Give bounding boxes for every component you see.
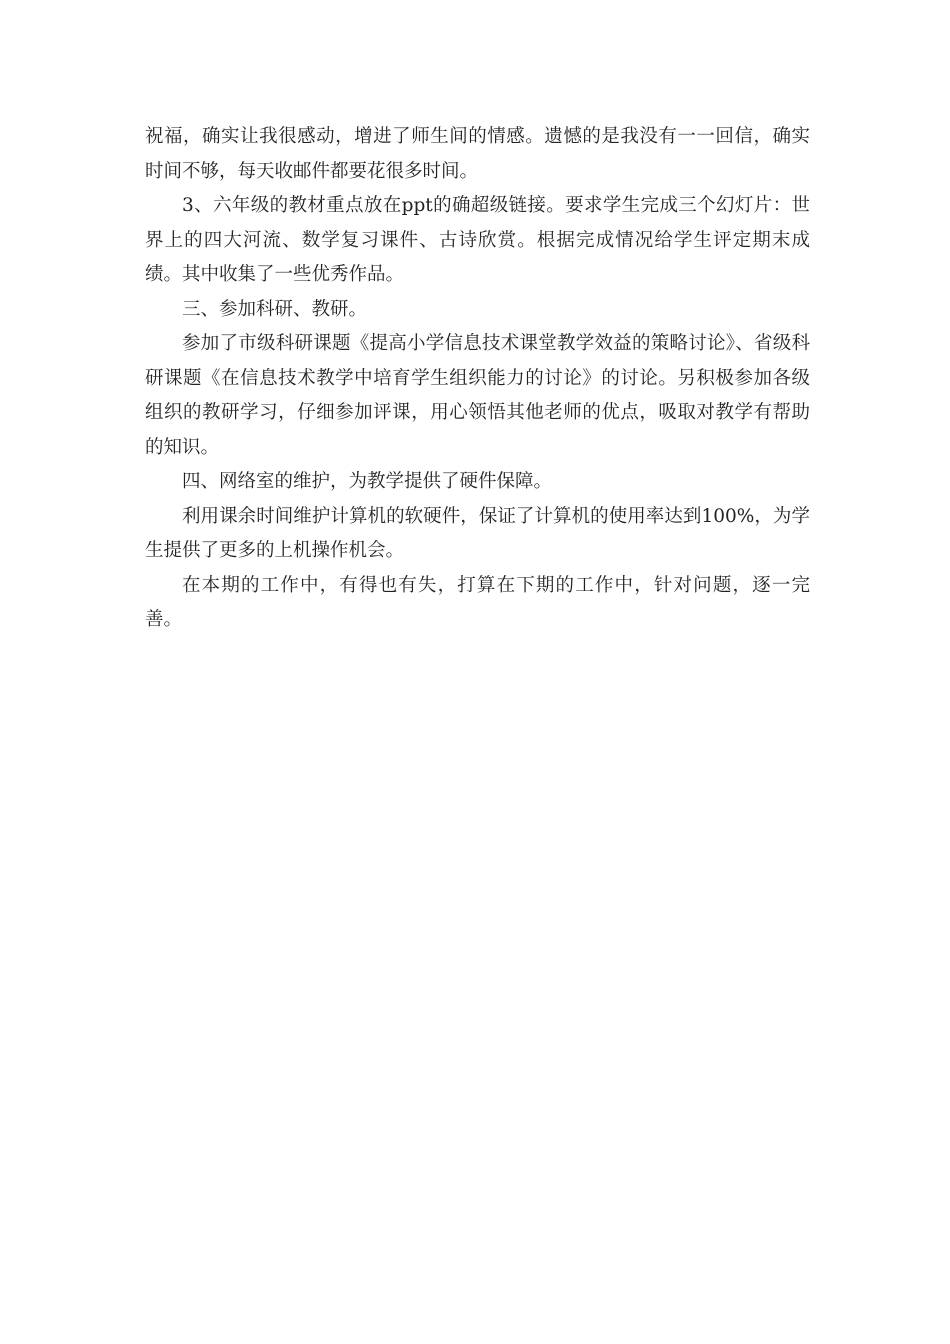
paragraph-grade-six-ppt: 3、六年级的教材重点放在ppt的确超级链接。要求学生完成三个幻灯片：世界上的四大河流、数学复习课件、古诗欣赏。根据完成情况给学生评定期末成绩。其中收集了一些优秀作品。 [145,195,810,285]
section-heading-research: 三、参加科研、教研。 [182,298,368,320]
document-body [145,120,810,638]
paragraph-greetings: 祝福，确实让我很感动，增进了师生间的情感。遗憾的是我没有一一回信，确实时间不够，每天收邮件都要花很多时间。 [145,126,810,182]
paragraph-research-projects: 参加了市级科研课题《提高小学信息技术课堂教学效益的策略讨论》、省级科研课题《在信息技术教学中培育学生组织能力的讨论》的讨论。另积极参加各级组织的教研学习，仔细参加评课，用心领悟其他老师的优点，吸取对教学有帮助的知识。 [145,333,810,458]
paragraph-conclusion: 在本期的工作中，有得也有失，打算在下期的工作中，针对问题，逐一完善。 [145,574,810,630]
section-heading-network-room: 四、网络室的维护，为教学提供了硬件保障。 [182,471,553,492]
paragraph-maintenance: 利用课余时间维护计算机的软硬件，保证了计算机的使用率达到100%，为学生提供了更多的上机操作机会。 [145,505,810,561]
